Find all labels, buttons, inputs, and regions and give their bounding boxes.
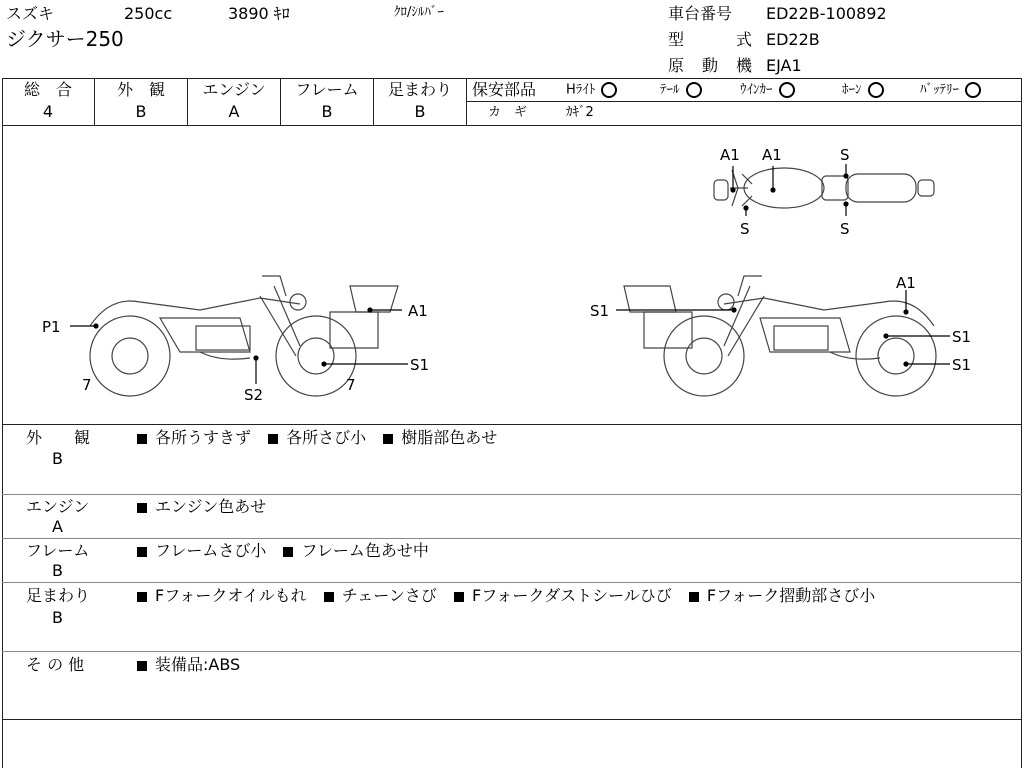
remark-label-other: そ の 他 <box>26 655 85 674</box>
type-label-1: 型 <box>668 30 685 49</box>
bullet-square-icon <box>137 434 147 444</box>
label-left-s1: S1 <box>410 356 430 374</box>
safety-item-horn: ﾎｰﾝ <box>842 82 884 99</box>
grade-label-exterior: 外 観 <box>116 80 165 99</box>
label-right-s1-case: S1 <box>590 302 610 320</box>
remark-grade-engine: A <box>52 517 63 536</box>
label-right-s1-upper: S1 <box>952 328 972 346</box>
bullet-square-icon <box>383 434 393 444</box>
grade-value-overall: 4 <box>42 102 54 121</box>
color: ｸﾛ/ｼﾙﾊﾞｰ <box>394 5 444 20</box>
remark-items-other: 装備品:ABS <box>137 655 252 675</box>
safety-item-battery: ﾊﾞｯﾃﾘｰ <box>920 82 981 99</box>
remark-label-suspension: 足まわり <box>26 586 91 605</box>
engine-type-label-2: 動 <box>702 56 719 75</box>
mileage: 3890 ｷﾛ <box>228 4 290 23</box>
bullet-square-icon <box>454 592 464 602</box>
remark-label-exterior: 外 観 <box>26 428 91 447</box>
label-top-a1-left: A1 <box>720 146 740 164</box>
remarks-divider <box>2 582 1022 583</box>
remarks-divider <box>2 538 1022 539</box>
safety-item-winker: ｳｲﾝｶｰ <box>740 82 795 99</box>
ok-circle-icon <box>965 82 981 98</box>
remark-label-frame: フレーム <box>26 541 90 560</box>
label-left-s2: S2 <box>244 386 264 404</box>
grade-value-engine: A <box>228 102 240 121</box>
label-top-a1-right: A1 <box>762 146 782 164</box>
grade-value-suspension: B <box>414 102 426 121</box>
frame-number-value: ED22B-100892 <box>766 4 887 23</box>
label-right-s1-lower: S1 <box>952 356 972 374</box>
frame-number-label: 車台番号 <box>668 4 733 23</box>
remark-items-suspension: Fフォークオイルもれ チェーンさび Fフォークダストシールひび Fフォーク摺動部さび小 <box>137 586 887 606</box>
grade-label-suspension: 足まわり <box>387 80 452 99</box>
ok-circle-icon <box>601 82 617 98</box>
grade-value-exterior: B <box>135 102 147 121</box>
remark-label-engine: エンジン <box>26 497 90 516</box>
grade-label-overall: 総 合 <box>23 80 72 99</box>
bike-top-view <box>714 168 934 208</box>
label-left-p1: P1 <box>42 318 61 336</box>
type-value: ED22B <box>766 30 820 49</box>
grade-value-frame: B <box>321 102 333 121</box>
damage-diagram <box>0 126 1024 424</box>
remark-grade-suspension: B <box>52 608 63 627</box>
grade-label-frame: フレーム <box>295 80 359 99</box>
remarks-bottom-border <box>2 719 1022 720</box>
ok-circle-icon <box>779 82 795 98</box>
engine-type-label-1: 原 <box>668 56 685 75</box>
label-left-7-rear: 7 <box>346 376 356 394</box>
remark-grade-exterior: B <box>52 449 63 468</box>
ok-circle-icon <box>686 82 702 98</box>
engine-type-label-3: 機 <box>736 56 753 75</box>
safety-item-headlight: Hﾗｲﾄ <box>566 82 617 99</box>
type-label-2: 式 <box>736 30 753 49</box>
maker: スズキ <box>6 4 55 23</box>
ok-circle-icon <box>868 82 884 98</box>
bullet-square-icon <box>137 547 147 557</box>
safety-row-divider <box>466 101 1022 102</box>
label-top-s-upper: S <box>840 146 850 164</box>
bullet-square-icon <box>324 592 334 602</box>
bullet-square-icon <box>137 592 147 602</box>
bullet-square-icon <box>137 661 147 671</box>
grade-divider <box>466 78 467 125</box>
remarks-divider <box>2 651 1022 652</box>
safety-parts-label: 保安部品 <box>472 80 537 99</box>
remark-items-exterior: 各所うすきず 各所さび小 樹脂部色あせ <box>137 428 509 448</box>
grade-label-engine: エンジン <box>202 80 266 99</box>
label-right-a1: A1 <box>896 274 916 292</box>
label-top-s-lower-left: S <box>740 220 750 238</box>
model-name: ジクサー250 <box>6 27 124 51</box>
table-top-border <box>2 78 1022 79</box>
safety-item-tail: ﾃｰﾙ <box>660 82 702 99</box>
engine-type-value: EJA1 <box>766 56 802 75</box>
bullet-square-icon <box>268 434 278 444</box>
label-left-a1: A1 <box>408 302 428 320</box>
bullet-square-icon <box>689 592 699 602</box>
label-top-s-lower-right: S <box>840 220 850 238</box>
key-value: ｶｷﾞ2 <box>566 105 594 120</box>
bullet-square-icon <box>283 547 293 557</box>
remarks-divider <box>2 494 1022 495</box>
remark-items-engine: エンジン色あせ <box>137 497 278 517</box>
remark-items-frame: フレームさび小 フレーム色あせ中 <box>137 541 441 561</box>
key-label: カ ギ <box>488 105 528 120</box>
remark-grade-frame: B <box>52 561 63 580</box>
remarks-top-border <box>2 424 1022 425</box>
displacement: 250cc <box>124 4 173 23</box>
label-left-7-front: 7 <box>82 376 92 394</box>
bullet-square-icon <box>137 503 147 513</box>
